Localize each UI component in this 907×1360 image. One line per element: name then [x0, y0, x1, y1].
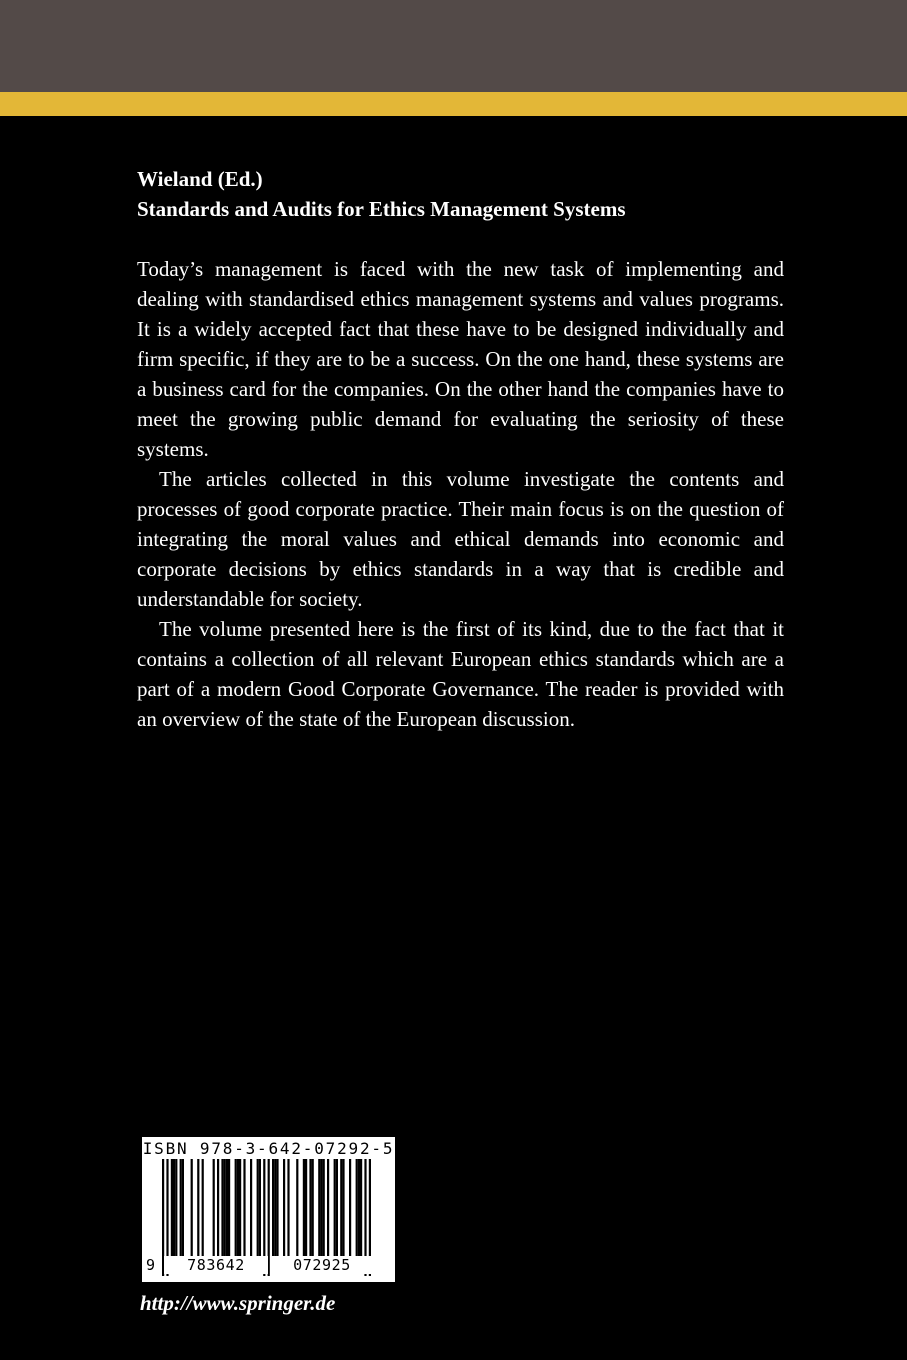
barcode-bar: [250, 1159, 252, 1259]
barcode-bar: [296, 1159, 298, 1259]
editor-name: Wieland (Ed.): [137, 167, 263, 191]
barcode-bar: [342, 1159, 344, 1259]
blurb-paragraph-1: Today’s management is faced with the new task of implementing and dealing with standardised ethics management systems and values programs. It is a widely accepted fact that these have to be designed individually and firm specific, if they are to be a success. On the one hand, these systems are a business card for the companies. On the other hand the companies have to meet the growing public demand for evaluating the seriosity of these systems.: [137, 257, 784, 461]
barcode-bar: [305, 1159, 307, 1259]
isbn-barcode-box: [142, 1137, 395, 1282]
barcode-bar: [173, 1159, 175, 1259]
barcode-bar: [191, 1159, 193, 1259]
ean-first-digit: 9: [146, 1256, 156, 1274]
blurb-paragraph-3: The volume presented here is the first of its kind, due to the fact that it contains a collection of all relevant European ethics standards which are a part of a modern Good Corporate Governance. The reader is provided with an overview of the state of the European discussion.: [137, 617, 784, 731]
barcode-bar: [318, 1159, 320, 1259]
barcode-bar: [217, 1159, 219, 1259]
book-title: Standards and Audits for Ethics Management Systems: [137, 197, 626, 221]
ean-left-digits: 783642: [164, 1256, 268, 1274]
barcode-bar: [213, 1159, 215, 1259]
barcode-bar: [312, 1159, 314, 1259]
barcode-bar: [340, 1159, 342, 1259]
barcode-bar: [287, 1159, 289, 1259]
barcode-bar: [180, 1159, 182, 1259]
barcode-bar: [237, 1159, 239, 1259]
blurb-text: [137, 254, 784, 734]
barcode-bar: [360, 1159, 362, 1259]
barcode-bar: [171, 1159, 173, 1259]
blurb-paragraph-2: The articles collected in this volume investigate the contents and processes of good corporate practice. Their main focus is on the question of integrating the moral values and ethical demands into economic and corporate decisions by ethics standards in a way that is credible and understandable for society.: [137, 467, 784, 611]
barcode-bar: [259, 1159, 261, 1259]
barcode-bar: [349, 1159, 351, 1259]
barcode-bar: [226, 1159, 228, 1259]
barcode-bar: [243, 1159, 245, 1259]
publisher-url: http://www.springer.de: [140, 1291, 336, 1315]
barcode-bar: [272, 1159, 274, 1259]
barcode-bar: [309, 1159, 311, 1259]
barcode-bar: [327, 1159, 329, 1259]
barcode-bar: [257, 1159, 259, 1259]
barcode-bar: [356, 1159, 358, 1259]
barcode-bar: [182, 1159, 184, 1259]
barcode-bar: [224, 1159, 226, 1259]
barcode-bar: [303, 1159, 305, 1259]
barcode-bar: [235, 1159, 237, 1259]
barcode-bar: [334, 1159, 336, 1259]
barcode-bar: [228, 1159, 230, 1259]
barcode-bar: [336, 1159, 338, 1259]
barcode-bar: [274, 1159, 276, 1259]
barcode-bar: [320, 1159, 322, 1259]
barcode-bar: [221, 1159, 223, 1259]
barcode-bar: [197, 1159, 199, 1259]
barcode-bar: [283, 1159, 285, 1259]
isbn-label: ISBN 978-3-642-07292-5: [142, 1139, 395, 1158]
ean-right-digits: 072925: [270, 1256, 374, 1274]
barcode-bar: [239, 1159, 241, 1259]
barcode-bar: [323, 1159, 325, 1259]
gold-stripe: [0, 92, 907, 116]
barcode-bar: [175, 1159, 177, 1259]
barcode-bar: [276, 1159, 278, 1259]
barcode-bar: [358, 1159, 360, 1259]
cover-heading: [137, 164, 797, 224]
barcode-bar: [202, 1159, 204, 1259]
top-color-band: [0, 0, 907, 92]
